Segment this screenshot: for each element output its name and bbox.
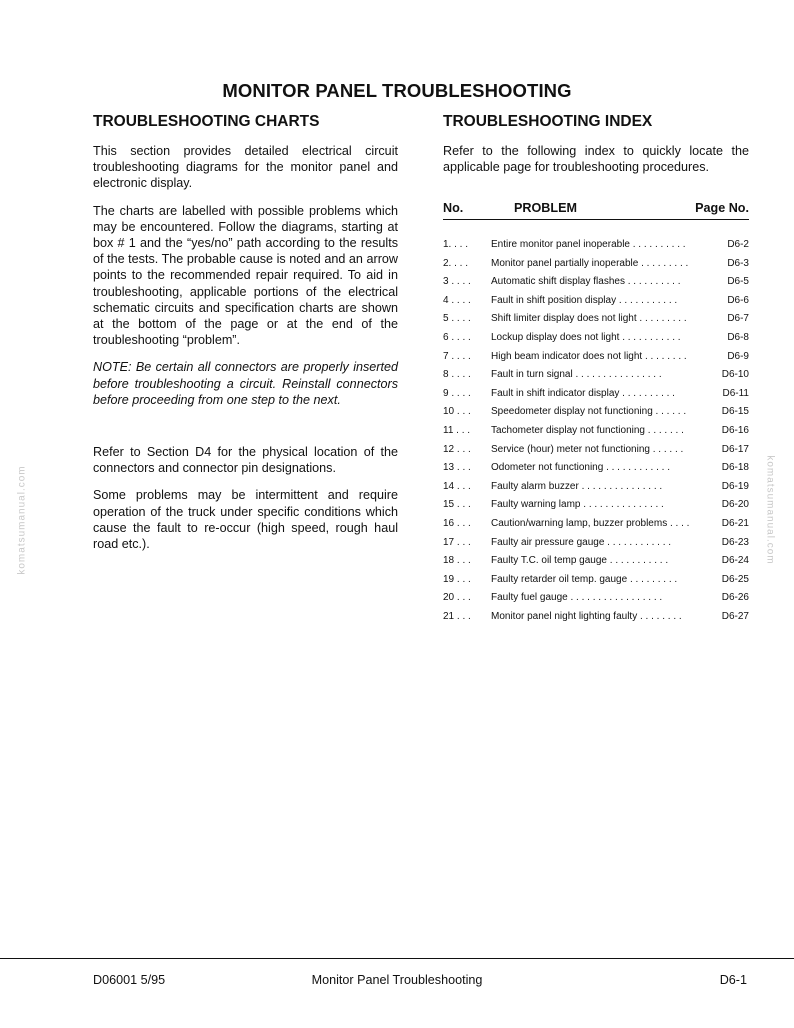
index-row-page: D6-20 — [721, 499, 749, 511]
index-row — [443, 481, 749, 500]
index-row-page: D6-15 — [721, 406, 749, 418]
index-row-problem: Shift limiter display does not light . . . . . . . . . — [491, 313, 687, 325]
paragraph-note: NOTE: Be certain all connectors are properly inserted before troubleshooting a circuit. Reinstall connectors before proceeding from one step to the next. — [93, 360, 398, 407]
index-row-number: 16 . . . — [443, 517, 471, 529]
index-row — [443, 258, 749, 277]
index-row-page: D6-3 — [727, 257, 749, 269]
index-row-page: D6-8 — [727, 331, 749, 343]
index-row-page: D6-16 — [721, 424, 749, 436]
index-row-problem: Faulty T.C. oil temp gauge . . . . . . . . . . . — [491, 555, 669, 567]
index-row-problem: Faulty air pressure gauge . . . . . . . . . . . . — [491, 536, 672, 548]
index-row — [443, 369, 749, 388]
index-row-problem: Fault in shift position display . . . . . . . . . . . — [491, 294, 678, 306]
index-row-number: 5 . . . . — [443, 313, 471, 325]
index-row — [443, 313, 749, 332]
index-row-number: 13 . . . — [443, 462, 471, 474]
index-row-number: 3 . . . . — [443, 276, 471, 288]
index-header-problem: PROBLEM — [514, 201, 577, 215]
index-row-number: 8 . . . . — [443, 369, 471, 381]
index-row-problem: Tachometer display not functioning . . . . . . . — [491, 424, 684, 436]
index-row — [443, 425, 749, 444]
index-row-problem: Caution/warning lamp, buzzer problems . . . . — [491, 517, 690, 529]
index-row-number: 21 . . . — [443, 610, 471, 622]
index-row — [443, 499, 749, 518]
index-row-number: 19 . . . — [443, 573, 471, 585]
paragraph-section-d4: Refer to Section D4 for the physical location of the connectors and connector pin designations. — [93, 445, 398, 476]
index-row-number: 6 . . . . — [443, 331, 471, 343]
index-row — [443, 406, 749, 425]
index-row-page: D6-21 — [721, 517, 749, 529]
index-row-page: D6-6 — [727, 294, 749, 306]
section-heading-charts: TROUBLESHOOTING CHARTS — [93, 113, 320, 130]
index-row-number: 20 . . . — [443, 592, 471, 604]
watermark-left: komatsumanual.com — [16, 465, 28, 575]
index-row-problem: Monitor panel night lighting faulty . . . . . . . . — [491, 610, 682, 622]
index-row — [443, 388, 749, 407]
paragraph-index-intro: Refer to the following index to quickly locate the applicable page for troubleshooting procedures. — [443, 144, 749, 175]
index-row-page: D6-11 — [722, 387, 749, 399]
index-row — [443, 611, 749, 630]
index-row — [443, 444, 749, 463]
index-row-page: D6-5 — [727, 276, 749, 288]
index-row — [443, 351, 749, 370]
troubleshooting-index-section — [443, 113, 749, 622]
index-row-page: D6-25 — [721, 573, 749, 585]
footer-page-number: D6-1 — [719, 973, 747, 987]
paragraph-charts-usage: The charts are labelled with possible problems which may be encountered. Follow the diagrams, starting at box # 1 and the “yes/no” path according to the results of the tests. The probable cause is noted and an arrow points to the recommended repair required. To aid in troubleshooting, applicable portions of the electrical schematic circuits and specification charts are shown at the bottom of the page or at the end of the troubleshooting “problem”. — [93, 203, 398, 348]
index-row-number: 10 . . . — [443, 406, 471, 418]
index-row-page: D6-9 — [727, 350, 749, 362]
page-title: MONITOR PANEL TROUBLESHOOTING — [222, 80, 572, 101]
index-row-problem: Faulty alarm buzzer . . . . . . . . . . . . . . . — [491, 480, 663, 492]
index-row — [443, 239, 749, 258]
index-row-number: 4 . . . . — [443, 294, 471, 306]
paragraph-intro: This section provides detailed electrical circuit troubleshooting diagrams for the monitor panel and electronic display. — [93, 144, 398, 191]
index-header — [443, 201, 749, 220]
footer-section-title: Monitor Panel Troubleshooting — [311, 973, 483, 987]
paragraph-intermittent: Some problems may be intermittent and require operation of the truck under specific conditions which cause the fault to re-occur (high speed, rough haul road etc.). — [93, 488, 398, 552]
watermark-right: komatsumanual.com — [764, 455, 776, 565]
index-row-number: 15 . . . — [443, 499, 471, 511]
index-row-problem: Automatic shift display flashes . . . . . . . . . . — [491, 276, 681, 288]
index-row-problem: Faulty retarder oil temp. gauge . . . . . . . . . — [491, 573, 678, 585]
index-row-page: D6-10 — [721, 369, 749, 381]
index-row-page: D6-7 — [727, 313, 749, 325]
index-row-number: 9 . . . . — [443, 387, 471, 399]
index-header-no: No. — [443, 201, 464, 215]
index-list — [443, 239, 749, 629]
index-header-page: Page No. — [695, 201, 749, 215]
index-row-number: 2. . . . — [443, 257, 469, 269]
index-row-problem: Fault in turn signal . . . . . . . . . . . . . . . . — [491, 369, 662, 381]
footer-divider — [0, 958, 794, 959]
index-row-number: 1. . . . — [443, 239, 469, 250]
index-row — [443, 518, 749, 537]
index-row-page: D6-18 — [721, 462, 749, 474]
index-row — [443, 295, 749, 314]
index-row — [443, 592, 749, 611]
index-row-number: 17 . . . — [443, 536, 471, 548]
section-heading-index: TROUBLESHOOTING INDEX — [443, 113, 653, 130]
index-row-problem: Odometer not functioning . . . . . . . . . . . . — [491, 462, 670, 474]
index-row-page: D6-27 — [721, 610, 749, 622]
index-row-number: 14 . . . — [443, 480, 471, 492]
index-row-number: 12 . . . — [443, 443, 471, 455]
index-row-problem: Service (hour) meter not functioning . . . . . . — [491, 443, 684, 455]
index-row-problem: Faulty warning lamp . . . . . . . . . . . . . . . — [491, 499, 664, 511]
index-row-problem: Fault in shift indicator display . . . . . . . . . . — [491, 387, 675, 399]
index-row-problem: Speedometer display not functioning . . . . . . — [491, 406, 687, 418]
index-row-page: D6-24 — [721, 555, 749, 567]
index-row — [443, 574, 749, 593]
index-row-page: D6-17 — [721, 443, 749, 455]
index-row-problem: High beam indicator does not light . . . . . . . . — [491, 350, 687, 362]
index-row-problem: Lockup display does not light . . . . . . . . . . . — [491, 331, 681, 343]
index-row-problem: Entire monitor panel inoperable . . . . . . . . . . — [491, 239, 686, 250]
spacer — [93, 419, 398, 444]
index-row — [443, 276, 749, 295]
index-row — [443, 555, 749, 574]
troubleshooting-charts-section — [93, 113, 398, 563]
index-row-page: D6-26 — [721, 592, 749, 604]
index-row — [443, 537, 749, 556]
index-row — [443, 332, 749, 351]
index-row-problem: Faulty fuel gauge . . . . . . . . . . . . . . . . . — [491, 592, 663, 604]
index-row-page: D6-19 — [721, 480, 749, 492]
index-row — [443, 462, 749, 481]
index-row-problem: Monitor panel partially inoperable . . . . . . . . . — [491, 257, 689, 269]
index-row-number: 18 . . . — [443, 555, 471, 567]
index-row-number: 7 . . . . — [443, 350, 471, 362]
footer-document-id: D06001 5/95 — [93, 973, 166, 987]
index-row-page: D6-2 — [727, 239, 749, 250]
index-row-number: 11 . . . — [443, 424, 471, 436]
index-row-page: D6-23 — [721, 536, 749, 548]
